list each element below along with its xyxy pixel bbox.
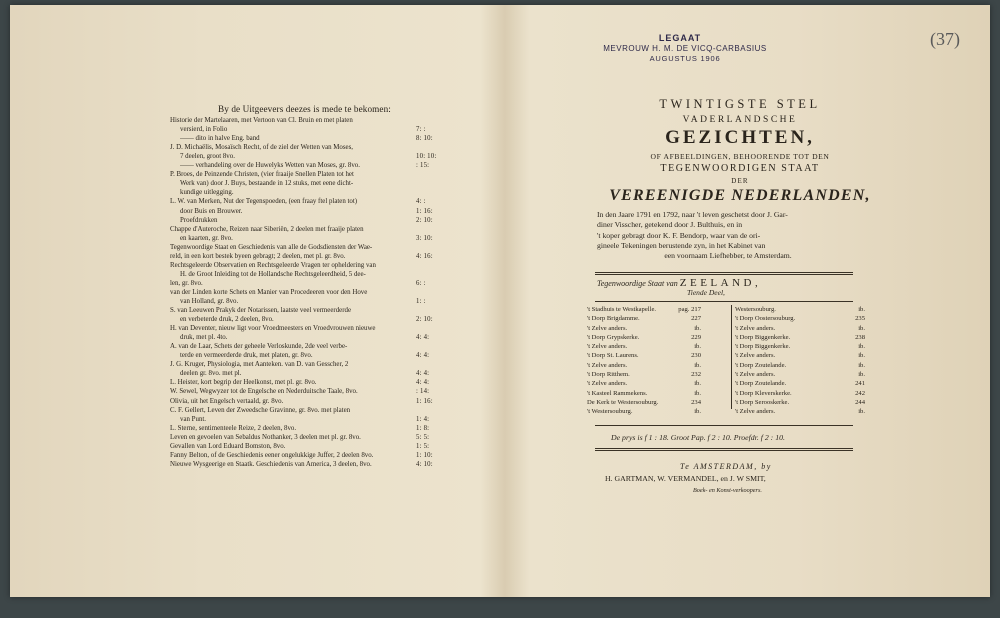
plate-page: 241 [855,380,865,388]
plate-name: 't Dorp Kleverskerke. [735,389,792,397]
catalogue-entry-text: —— verhandeling over de Huwelyks Wetten van Moses, gr. 8vo. [180,162,360,170]
legaat-stamp-date: AUGUSTUS 1906 [649,54,721,63]
catalogue-entry-price: 1: : [416,297,426,305]
plate-name: Westersouburg. [735,306,776,313]
catalogue-entry-price: 4: 4: [416,334,430,342]
catalogue-list [170,116,455,469]
catalogue-entry-price: 4: 4: [416,370,430,378]
publisher-catalogue [170,105,455,469]
plate-page: ib. [858,371,865,379]
plate-list-right [735,305,867,417]
plate-page: ib. [694,380,701,388]
catalogue-entry [170,369,455,378]
catalogue-entry-price: 1: 10: [416,451,433,459]
catalogue-entry-text: Werk van) door J. Buys, bestaande in 12 stuks, met eene dicht- [180,180,354,188]
title-line-1: TWINTIGSTE STEL [659,97,821,111]
catalogue-entry-text: Leven en gevoelen van Sebaldus Nothanker, 3 deelen met pl. gr. 8vo. [170,433,361,441]
plate-page: ib. [858,361,865,369]
catalogue-entry-text: len, gr. 8vo. [170,279,203,287]
catalogue-entry-text: kundige uitlegging. [180,189,234,197]
catalogue-entry-text: door Buis en Brouwer. [180,207,243,215]
plate-entry [735,351,867,360]
plate-entry [735,305,867,314]
catalogue-entry-price: 4: 4: [416,379,430,387]
catalogue-entry [170,125,455,134]
catalogue-entry [170,225,455,234]
plate-page: ib. [694,389,701,397]
legaat-stamp-donor: MEVROUW H. M. DE VICQ-CARBASIUS [603,44,767,53]
catalogue-entry-text: C. F. Gellert, Leven der Zweedsche Gravinne, gr. 8vo. met platen [170,406,351,414]
plate-entry [587,407,729,416]
plate-name: 't Zelve anders. [587,343,628,351]
catalogue-entry-price: 8: 10: [416,135,433,143]
catalogue-entry [170,433,455,442]
catalogue-entry-price: 4: : [416,198,426,206]
title-line-7: VEREENIGDE NEDERLANDEN, [609,187,871,204]
catalogue-entry-price: : 14: [416,388,430,396]
price-line: De prys is f 1 : 18. Groot Pap. f 2 : 10. Proefdr. f 2 : 10. [611,433,785,442]
catalogue-heading: By de Uitgeevers deezes is mede te bekomen: [218,104,391,114]
catalogue-entry-text: W. Sewel, Wegwyzer tot de Engelsche en Nederduitsche Taale, 8vo. [170,388,358,396]
catalogue-entry [170,143,455,152]
catalogue-entry-text: en verbeterde druk, 2 deelen, 8vo. [180,316,274,324]
catalogue-entry-price: 1: 16: [416,207,433,215]
divider-rule [595,448,853,451]
plate-page: 227 [691,315,701,323]
plate-name: 't Dorp St. Laurens. [587,352,639,360]
plate-name: 't Dorp Serooskerke. [735,398,790,406]
plate-name: 't Stadhuis te Westkapelle. [587,306,657,313]
plate-name: 't Zelve anders. [735,371,776,379]
catalogue-entry-price: 1: 8: [416,424,430,432]
plate-name: 't Zelve anders. [587,324,628,332]
plate-page: pag. 217 [678,306,701,313]
catalogue-entry-text: Gevallen van Lord Eduard Bomston, 8vo. [170,442,286,450]
plate-page: ib. [858,352,865,360]
section-prefix: Tegenwoordige Staat van [597,279,678,288]
catalogue-entry-text: L. Sterne, sentimenteele Reize, 2 deelen, 8vo. [170,424,297,432]
catalogue-entry [170,170,455,179]
catalogue-entry-text: Tegenwoordige Staat en Geschiedenis van alle de Godsdiensten der Wae- [170,243,373,251]
plate-entry [735,398,867,407]
catalogue-entry-text: P. Broes, de Peinzende Christen, (vier fraaije Snellen Platen tot het [170,171,354,179]
plate-page: 235 [855,315,865,323]
catalogue-entry-price: 2: 10: [416,216,433,224]
plate-name: 't Zelve anders. [735,408,776,416]
catalogue-entry-text: Proefdrukken [180,216,218,224]
catalogue-entry [170,306,455,315]
catalogue-entry [170,415,455,424]
catalogue-entry [170,261,455,270]
catalogue-entry [170,424,455,433]
divider-rule [595,301,853,302]
plate-page: ib. [694,408,701,416]
catalogue-entry [170,378,455,387]
left-page [10,5,505,597]
plate-entry [587,305,729,314]
catalogue-entry-text: S. van Leeuwen Prakyk der Notarissen, laatste veel vermeerderde [170,307,351,315]
catalogue-entry-text: —— dito in halve Eng. band [180,135,260,143]
catalogue-entry-text: Chappe d'Auteroche, Reizen naar Siberiën, 2 deelen met fraaije platen [170,225,364,233]
plate-entry [587,379,729,388]
plate-name: 't Dorp Brigdamme. [587,315,640,323]
catalogue-entry-text: terde en vermeerderde druk, met platen, gr. 8vo. [180,352,313,360]
catalogue-entry-price: 4: 4: [416,352,430,360]
catalogue-entry-text: versierd, in Folio [180,126,228,134]
catalogue-entry [170,207,455,216]
right-page [515,5,990,597]
plate-page: ib. [858,324,865,332]
catalogue-entry [170,406,455,415]
catalogue-entry-text: en kaarten, gr. 8vo. [180,234,233,242]
catalogue-entry [170,234,455,243]
corner-mark: (37) [930,29,960,49]
plate-page: ib. [694,324,701,332]
catalogue-entry [170,451,455,460]
plate-name: 't Zelve anders. [587,380,628,388]
catalogue-entry [170,279,455,288]
catalogue-entry-text: van Holland, gr. 8vo. [180,297,239,305]
catalogue-entry-price: : 15: [416,162,430,170]
catalogue-entry [170,360,455,369]
catalogue-entry-text: J. G. Kruger, Physiologia, met Aanteken. van D. van Gesscher, 2 [170,361,349,369]
description-line: gineele Tekeningen berustende zyn, in het Kabinet van [597,240,766,250]
catalogue-entry [170,134,455,143]
catalogue-entry [170,288,455,297]
title-line-2: VADERLANDSCHE [682,115,798,125]
section-heading [597,277,855,289]
section-subtitle: Tiende Deel, [687,288,725,297]
plate-page: 232 [691,371,701,379]
catalogue-entry [170,442,455,451]
catalogue-entry-text: 7 deelen, groot 8vo. [180,153,235,161]
plate-entry [735,342,867,351]
catalogue-entry-text: Fanny Belton, of de Geschiedenis eener ongelukkige Juffer, 2 deelen 8vo. [170,451,374,459]
section-province: ZEELAND, [679,277,762,289]
plate-entry [587,389,729,398]
plate-entry [587,351,729,360]
catalogue-entry-text: Rechtsgeleerde Observatien en Rechtsgeleerde Vragen ter opheldering van [170,261,376,269]
plate-page: ib. [858,306,865,313]
plate-name: 't Zelve anders. [735,324,776,332]
plate-entry [587,370,729,379]
catalogue-entry [170,397,455,406]
plate-name: 't Dorp Oostersouburg. [735,315,796,323]
plate-name: 't Zelve anders. [735,352,776,360]
plate-page: 230 [691,352,701,360]
imprint-city: Te AMSTERDAM, by [680,462,772,471]
plate-name: 't Dorp Biggenkerke. [735,343,791,351]
catalogue-entry-price: 1: 5: [416,442,430,450]
plate-page: 234 [691,398,701,406]
plate-page: ib. [858,408,865,416]
plate-name: De Kerk te Westersouburg. [587,398,659,406]
catalogue-entry [170,351,455,360]
catalogue-entry [170,116,455,125]
plate-entry [735,361,867,370]
catalogue-entry [170,179,455,188]
divider-rule [595,425,853,426]
plate-name: 't Dorp Ritthem. [587,371,630,379]
catalogue-entry-price: 4: 16: [416,252,433,260]
plate-page: 242 [855,389,865,397]
catalogue-entry [170,152,455,161]
catalogue-entry [170,216,455,225]
plate-entry [735,324,867,333]
plate-entry [735,314,867,323]
catalogue-entry [170,333,455,342]
catalogue-entry [170,270,455,279]
plate-page: ib. [694,343,701,351]
catalogue-entry [170,297,455,306]
title-line-5: TEGENWOORDIGEN STAAT [660,163,820,174]
plate-entry [587,361,729,370]
title-line-6: DER [731,177,749,185]
catalogue-entry-text: L. Heister, kort begrip der Heelkonst, met pl. gr. 8vo. [170,379,317,387]
plate-name: 't Dorp Grypskerke. [587,333,640,341]
plate-entry [735,379,867,388]
column-divider [731,305,732,409]
description-line: In den Jaare 1791 en 1792, naar 't leven geschetst door J. Gar- [597,210,788,219]
plate-name: 't Kasteel Rammekens. [587,389,648,397]
plate-entry [587,342,729,351]
catalogue-entry [170,197,455,206]
catalogue-entry-price: 5: 5: [416,433,430,441]
description-paragraph [597,210,859,261]
catalogue-entry-text: van Punt. [180,415,207,423]
plate-entry [735,407,867,416]
catalogue-entry-text: deelen gr. 8vo. met pl. [180,370,242,378]
catalogue-entry [170,387,455,396]
catalogue-entry-text: A. van de Laar, Schets der geheele Verloskunde, 2de veel verbe- [170,343,348,351]
divider-rule [595,272,853,275]
plate-name: 't Westersouburg. [587,408,633,416]
imprint-publishers: H. GARTMAN, W. VERMANDEL, en J. W SMIT, [605,474,766,483]
plate-entry [735,333,867,342]
catalogue-entry [170,161,455,170]
plate-page: 244 [855,398,865,406]
catalogue-entry-price: 6: : [416,279,426,287]
title-line-3: GEZICHTEN, [665,127,815,148]
plate-entry [587,324,729,333]
catalogue-entry [170,324,455,333]
plate-page: 229 [691,333,701,341]
catalogue-entry [170,188,455,197]
catalogue-entry-text: H. de Groot Inleiding tot de Hollandsche Rechtsgeleerdheid, 5 dee- [180,270,366,278]
plate-page: ib. [858,343,865,351]
catalogue-entry-price: 7: : [416,126,426,134]
catalogue-entry-price: 1: 4: [416,415,430,423]
catalogue-entry-price: 2: 10: [416,316,433,324]
description-line: een voornaam Liefhebber, te Amsterdam. [664,251,792,261]
document-sheet [10,5,990,597]
catalogue-entry [170,252,455,261]
plate-page: 238 [855,333,865,341]
plate-entry [735,389,867,398]
catalogue-entry-text: J. D. Michaëlis, Mosaïsch Recht, of de ziel der Wetten van Moses, [170,144,354,152]
description-line: 't koper gebragt door K. F. Bendorp, waar van de ori- [597,230,761,240]
catalogue-entry-text: Nieuwe Wysgeerige en Staatk. Geschiedenis van America, 3 deelen, 8vo. [170,460,372,468]
catalogue-entry [170,243,455,252]
catalogue-entry-text: Historie der Martelaaren, met Vertoon van Cl. Bruin en met platen [170,117,353,125]
catalogue-entry-text: van der Linden korte Schets en Manier van Procedeeren voor den Hove [170,288,368,296]
catalogue-entry [170,315,455,324]
plate-name: 't Dorp Biggenkerke. [735,333,791,341]
plate-name: 't Dorp Zoutelande. [735,380,787,388]
plate-name: 't Zelve anders. [587,361,628,369]
catalogue-entry-price: 3: 10: [416,234,433,242]
catalogue-entry-text: druk, met pl. 4to. [180,334,228,342]
plate-entry [735,370,867,379]
catalogue-entry-price: 1: 16: [416,397,433,405]
catalogue-entry-text: reld, in een kort bestek byeen gebragt; 2 deelen, met pl. gr. 8vo. [170,252,346,260]
imprint-trade: Boek- en Konst-verkoopers. [693,487,762,494]
title-line-4: OF AFBEELDINGEN, BEHOORENDE TOT DEN [650,152,830,161]
plate-page: ib. [694,361,701,369]
catalogue-entry-text: Olivia, uit het Engelsch vertaald, gr. 8vo. [170,397,284,405]
plate-list-left [587,305,729,417]
catalogue-entry-price: 4: 10: [416,460,433,468]
catalogue-entry-text: H. van Deventer, nieuw ligt voor Vroedmeesters en Vroedvrouwen nieuwe [170,325,376,333]
catalogue-entry-text: L. W. van Merken, Nut der Tegenspoeden, (een fraay ftel platen tot) [170,198,358,206]
plate-entry [587,333,729,342]
legaat-stamp-title: LEGAAT [658,33,702,43]
plate-name: 't Dorp Zoutelande. [735,361,787,369]
description-line: diner Visscher, getekend door J. Bulthuis, en in [597,220,743,230]
catalogue-entry-price: 10: 10: [416,153,437,161]
plate-entry [587,398,729,407]
plate-entry [587,314,729,323]
catalogue-entry [170,460,455,469]
catalogue-entry [170,342,455,351]
